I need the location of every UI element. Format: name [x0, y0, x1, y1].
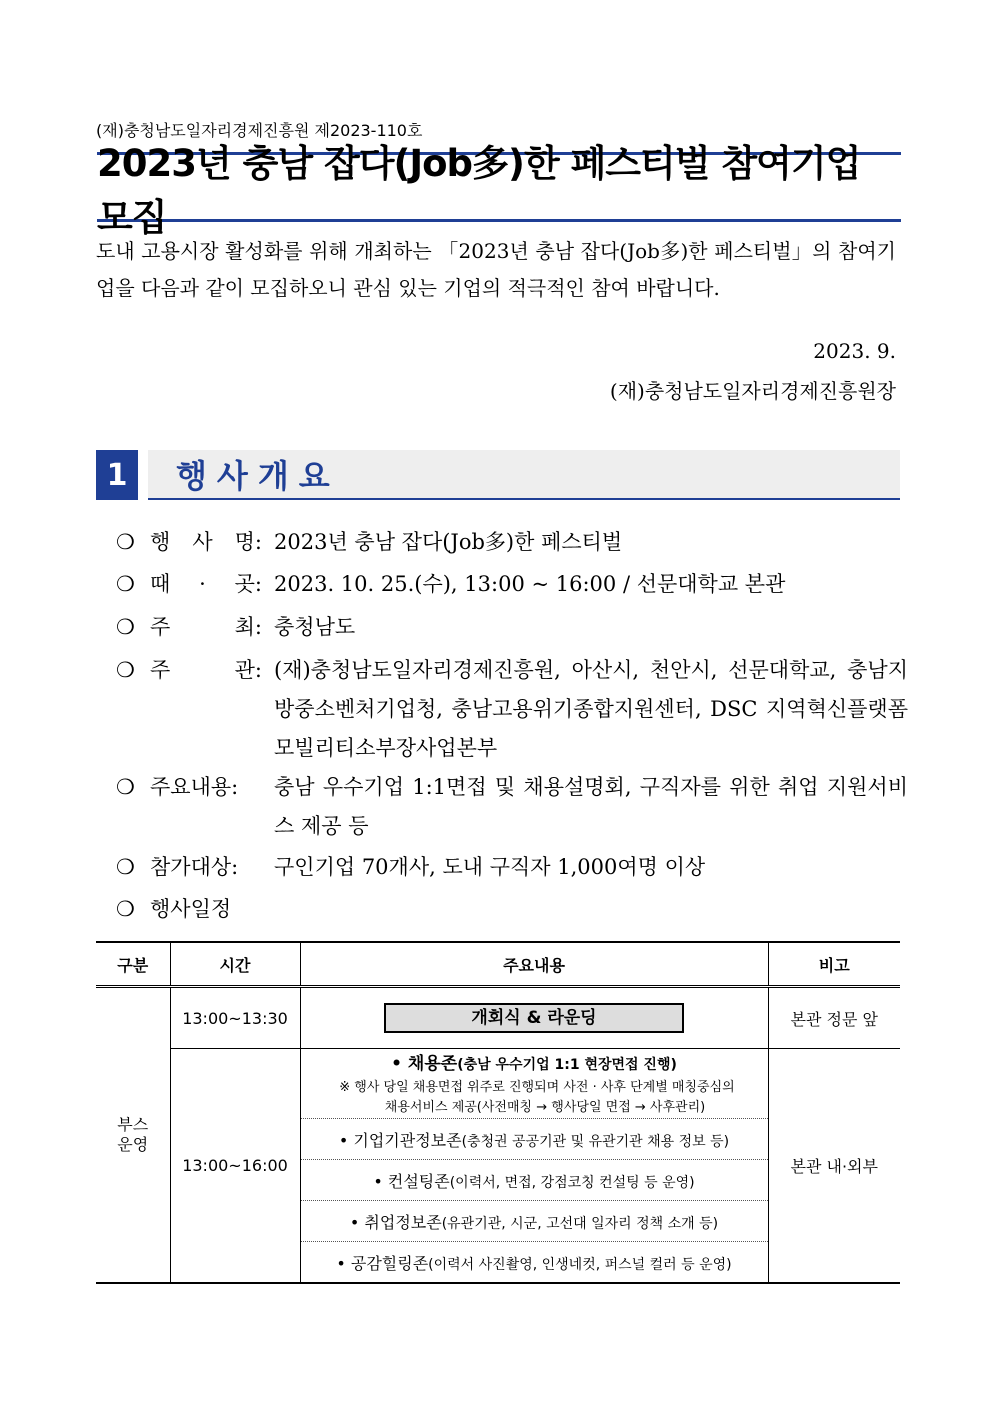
category-cell: 부스 운영 [96, 987, 170, 1284]
header-note: 비고 [768, 942, 900, 987]
item-label: 주 최: [150, 615, 262, 639]
bullet-icon: • [373, 1171, 383, 1191]
item-value: 구인기업 70개사, 도내 구직자 1,000여명 이상 [274, 855, 706, 879]
note-cell: 본관 내·외부 [768, 1049, 900, 1284]
ceremony-box: 개회식 & 라운딩 [384, 1003, 684, 1033]
table-row [96, 987, 900, 1049]
overview-item-organizer [116, 651, 908, 768]
item-label: 때 · 곳: [150, 572, 262, 596]
time-cell: 13:00~13:30 [170, 987, 300, 1049]
zone-company-info: • 기업기관정보존(충청권 공공기관 및 유관기관 채용 정보 등) [300, 1119, 768, 1160]
bullet-icon: • [336, 1253, 346, 1273]
title-banner [97, 142, 901, 239]
zone-consulting: • 컨설팅존(이력서, 면접, 강점코칭 컨설팅 등 운영) [300, 1160, 768, 1201]
overview-item-date-place [116, 565, 908, 604]
item-value: 2023. 10. 25.(수), 13:00 ~ 16:00 / 선문대학교 본관 [274, 572, 786, 596]
zone-title: • 채용존(충남 우수기업 1:1 현장면접 진행) [391, 1054, 677, 1074]
bullet-icon: • [338, 1130, 349, 1150]
circle-bullet-icon: ❍ [116, 855, 135, 879]
note-cell: 본관 정문 앞 [768, 987, 900, 1049]
item-label: 행 사 명: [150, 530, 262, 554]
item-value: 충청남도 [274, 615, 356, 639]
overview-item-contents [116, 768, 908, 846]
document-number: (재)충청남도일자리경제진흥원 제2023-110호 [96, 121, 423, 140]
table-header-row [96, 942, 900, 987]
item-label: 참가대상: [150, 855, 239, 879]
overview-item-target [116, 848, 908, 887]
section-title: 행사개요 [148, 450, 900, 500]
item-value: 2023년 충남 잡다(Job多)한 페스티벌 [274, 530, 623, 554]
page-title: 2023년 충남 잡다(Job多)한 페스티벌 참여기업 모집 [97, 142, 861, 239]
intro-paragraph: 도내 고용시장 활성화를 위해 개최하는 「2023년 충남 잡다(Job多)한 페스티벌」의 참여기업을 다음과 같이 모집하오니 관심 있는 기업의 적극적인 참여 바랍니다. [96, 239, 896, 300]
item-label: 주요내용: [150, 775, 239, 799]
circle-bullet-icon: ❍ [116, 775, 135, 799]
item-value: (재)충청남도일자리경제진흥원, 아산시, 천안시, 선문대학교, 충남지방중소벤처기업청, 충남고용위기종합지원센터, DSC 지역혁신플랫폼 모빌리티소부장사업본부 [274, 658, 908, 760]
section-number-badge: 1 [96, 450, 138, 500]
circle-bullet-icon: ❍ [116, 572, 135, 596]
circle-bullet-icon: ❍ [116, 658, 135, 682]
table-row [96, 1049, 900, 1119]
item-label: 행사일정 [150, 897, 232, 921]
zone-subnote: ※ 행사 당일 채용면접 위주로 진행되며 사전 · 사후 단계별 매칭중심의 채용서비스 제공(사전매칭 → 행사당일 면접 → 사후관리) [339, 1080, 735, 1115]
item-value: 충남 우수기업 1:1면접 및 채용설명회, 구직자를 위한 취업 지원서비스 제공 등 [274, 775, 908, 838]
time-cell: 13:00~16:00 [170, 1049, 300, 1284]
zone-healing: • 공감힐링존(이력서 사진촬영, 인생네컷, 퍼스널 컬러 등 운영) [300, 1242, 768, 1284]
overview-item-event-name [116, 523, 908, 562]
schedule-table [96, 941, 900, 1284]
header-time: 시간 [170, 942, 300, 987]
bullet-icon: • [391, 1054, 402, 1074]
circle-bullet-icon: ❍ [116, 897, 135, 921]
zone-recruitment [300, 1049, 768, 1119]
header-category: 구분 [96, 942, 170, 987]
item-label: 주 관: [150, 658, 262, 682]
overview-item-schedule [116, 890, 262, 929]
content-cell [300, 987, 768, 1049]
circle-bullet-icon: ❍ [116, 530, 135, 554]
zone-job-info: • 취업정보존(유관기관, 시군, 고선대 일자리 정책 소개 등) [300, 1201, 768, 1242]
circle-bullet-icon: ❍ [116, 615, 135, 639]
header-content: 주요내용 [300, 942, 768, 987]
overview-item-host [116, 608, 908, 647]
issue-date: 2023. 9. [813, 339, 896, 363]
bullet-icon: • [349, 1212, 360, 1232]
issuer-name: (재)충청남도일자리경제진흥원장 [609, 379, 896, 403]
